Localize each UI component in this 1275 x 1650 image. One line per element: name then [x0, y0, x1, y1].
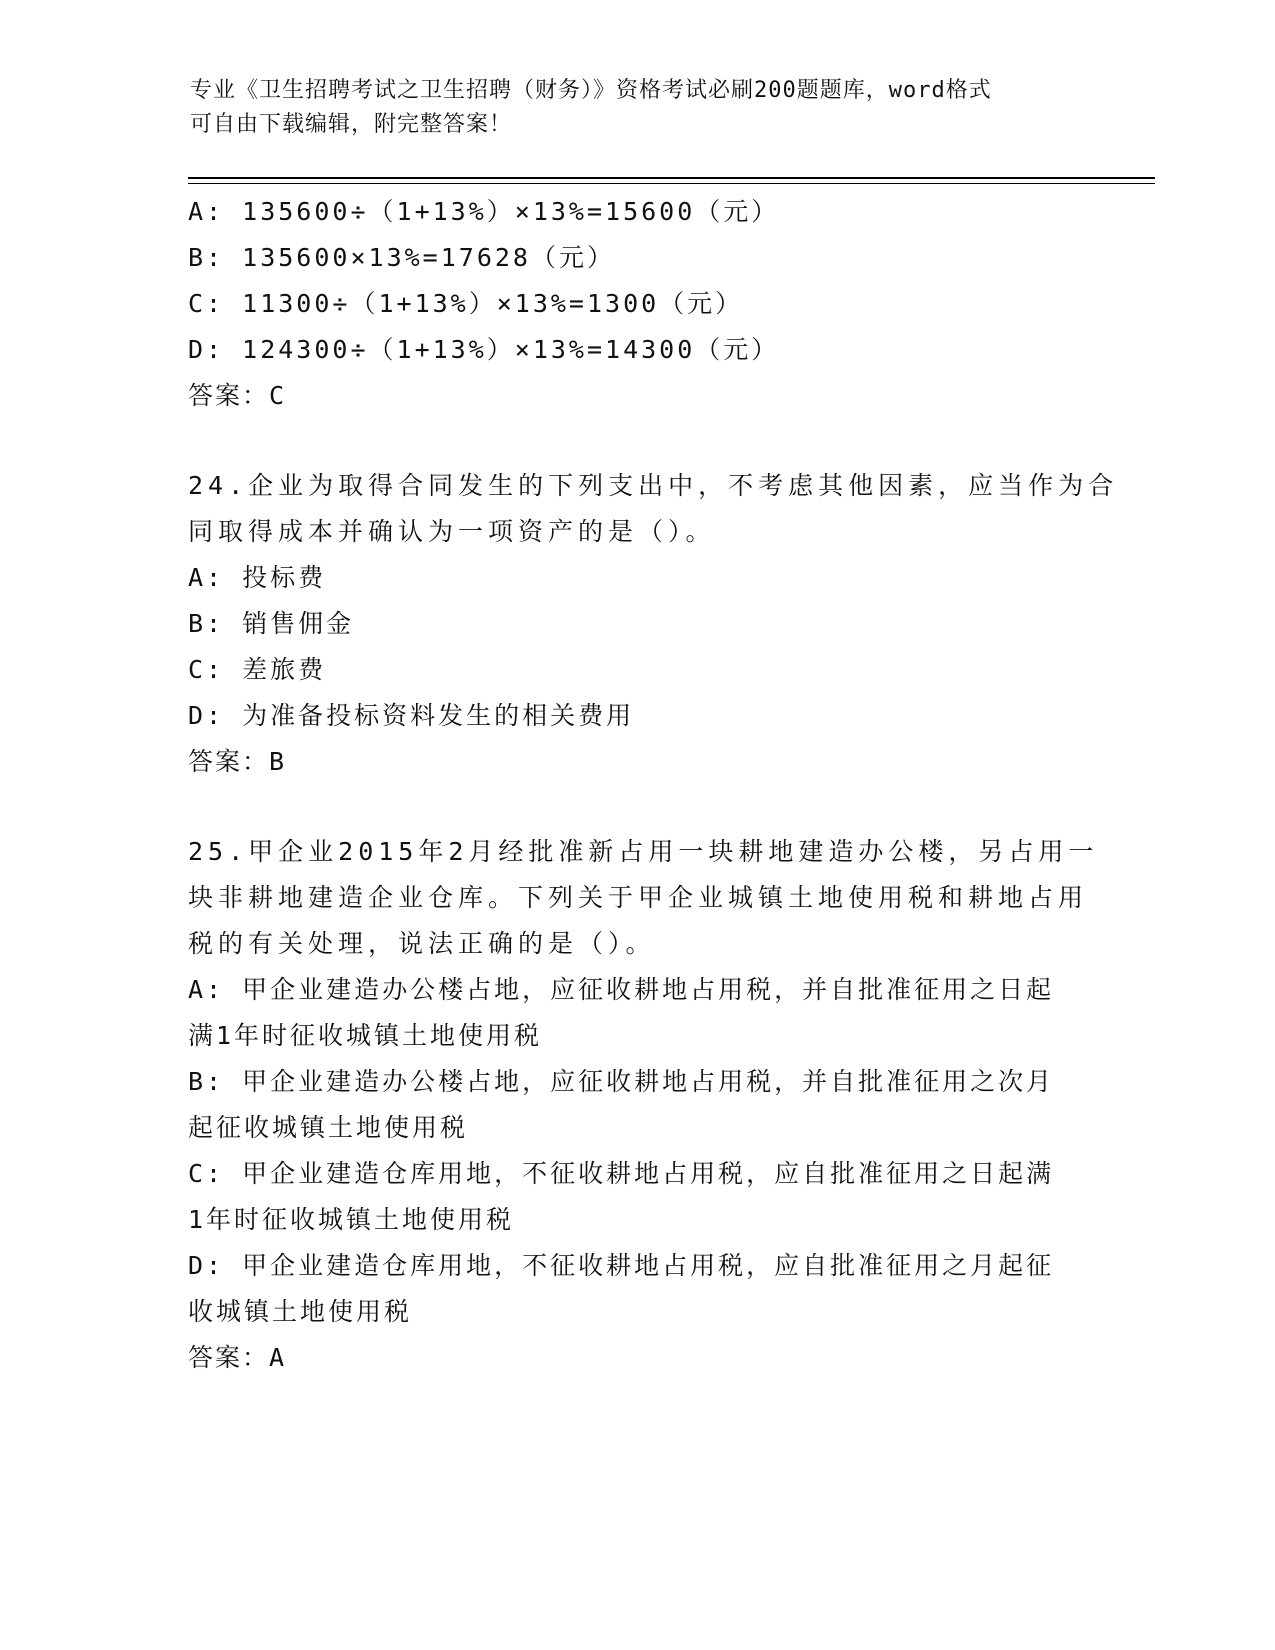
option-a: A: 135600÷（1+13%）×13%=15600（元）	[188, 197, 780, 226]
question-25	[188, 829, 1099, 1381]
option-a-line-1: A: 甲企业建造办公楼占地，应征收耕地占用税，并自批准征用之日起	[188, 975, 1055, 1004]
answer-line: 答案：B	[188, 747, 287, 776]
option-d-line-2: 收城镇土地使用税	[188, 1297, 413, 1326]
option-d-line-1: D: 甲企业建造仓库用地，不征收耕地占用税，应自批准征用之月起征	[188, 1251, 1055, 1280]
question-stem-line: 24.企业为取得合同发生的下列支出中，不考虑其他因素，应当作为合	[188, 471, 1119, 500]
option-a-line-2: 满1年时征收城镇土地使用税	[188, 1021, 543, 1050]
spacer	[188, 785, 1088, 829]
option-c-line-1: C: 甲企业建造仓库用地，不征收耕地占用税，应自批准征用之日起满	[188, 1159, 1055, 1188]
document-header	[190, 74, 1090, 142]
option-c: C: 11300÷（1+13%）×13%=1300（元）	[188, 289, 744, 318]
header-line-2: 可自由下载编辑，附完整答案！	[190, 112, 513, 137]
option-c-line-2: 1年时征收城镇土地使用税	[188, 1205, 515, 1234]
option-b: B: 销售佣金	[188, 609, 355, 638]
option-b-line-2: 起征收城镇土地使用税	[188, 1113, 469, 1142]
document-body	[188, 189, 1119, 1381]
option-b: B: 135600×13%=17628（元）	[188, 243, 615, 272]
option-d: D: 124300÷（1+13%）×13%=14300（元）	[188, 335, 780, 364]
answer-line: 答案：C	[188, 381, 287, 410]
question-stem-line: 块非耕地建造企业仓库。下列关于甲企业城镇土地使用税和耕地占用	[188, 883, 1089, 912]
spacer	[188, 419, 1088, 463]
option-a: A: 投标费	[188, 563, 327, 592]
question-23-continued	[188, 189, 1088, 419]
option-b-line-1: B: 甲企业建造办公楼占地，应征收耕地占用税，并自批准征用之次月	[188, 1067, 1055, 1096]
question-stem-line: 税的有关处理，说法正确的是（）。	[188, 929, 656, 958]
header-line-1: 专业《卫生招聘考试之卫生招聘（财务）》资格考试必刷200题题库，word格式	[190, 78, 992, 103]
option-d: D: 为准备投标资料发生的相关费用	[188, 701, 635, 730]
answer-line: 答案：A	[188, 1343, 287, 1372]
question-24	[188, 463, 1119, 785]
header-divider-thin	[188, 183, 1155, 184]
option-c: C: 差旅费	[188, 655, 327, 684]
question-stem-line: 同取得成本并确认为一项资产的是（）。	[188, 517, 716, 546]
question-stem-line: 25.甲企业2015年2月经批准新占用一块耕地建造办公楼，另占用一	[188, 837, 1099, 866]
header-divider-thick	[188, 177, 1155, 179]
